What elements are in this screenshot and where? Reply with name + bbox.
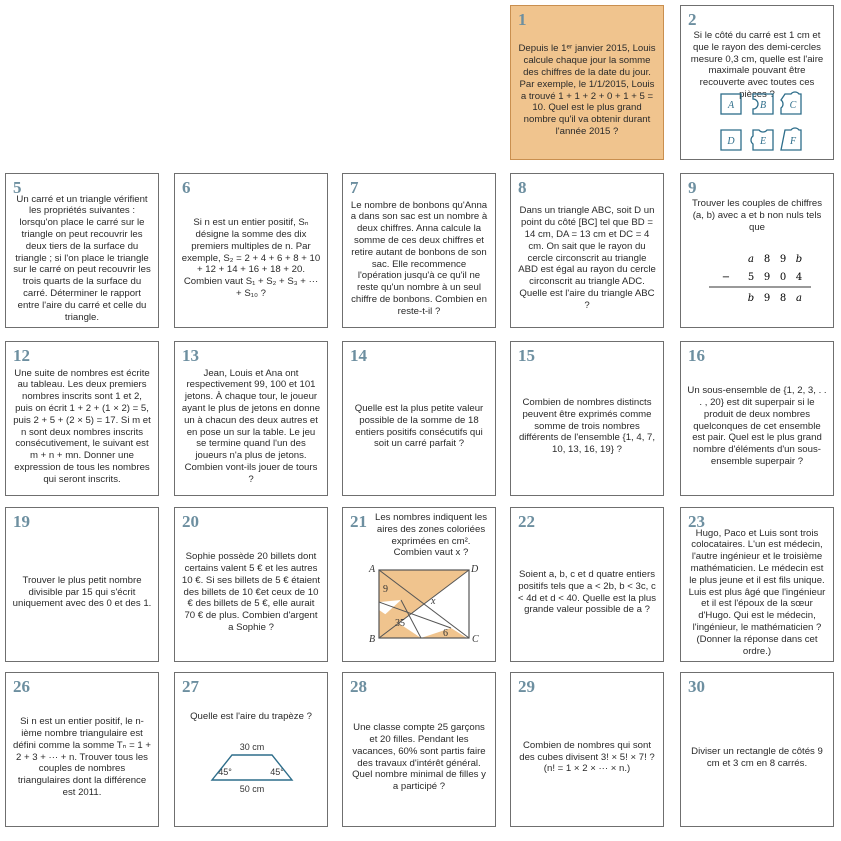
card-number: 30 [688,677,705,696]
card-16 [680,341,834,496]
card-text: Sophie possède 20 billets dont certains valent 5 € et les autres 10 €. Si ses billets de 5 € étaient des billets de 10 €et ceux de 10 € des billets de 5 €, elle aurait 70 € de plus. Combien d'argent a Sophie ? [181,551,321,633]
bottom-length: 50 cm [239,784,265,794]
card-number: 15 [518,346,535,365]
card-text: Un carré et un triangle vérifient les propriétés suivantes : lorsqu'on place le carré sur le triangle on peut recouvrir les deux tiers de la surface du triangle ; si l'on place le triangle sur le carré on peut recouvrir les trois quarts de la surface du carré. Déterminer le rapport entre l'aire du carré et celle du triangle. [13,193,151,323]
digit: a [796,293,802,304]
card-text: Les nombres indiquent les aires des zones coloriées exprimées en cm². Combien vaut x ? [375,512,487,559]
card-28 [342,672,496,827]
angle-label: 45° [270,767,284,777]
piece-label: C [789,100,797,111]
card-text: Trouver le plus petit nombre divisible par 15 qui s'écrit uniquement avec des 0 et des 1. [12,574,152,610]
card-number: 7 [350,178,359,197]
card-number: 9 [688,178,697,197]
card-19 [5,507,159,662]
card-text: Si le côté du carré est 1 cm et que le rayon des demi-cercles mesure 0,3 cm, quelle est l'aire maximale pouvant être recouverte avec toutes ces pièces ? [690,30,824,100]
card-30 [680,672,834,827]
card-number: 22 [518,512,535,531]
card-text: Le nombre de bonbons qu'Anna a dans son sac est un nombre à deux chiffres. Anna calcule la somme de ces deux chiffres et retire autant de bonbons de son sac. Elle recommence l'opération jusqu'à ce qu'il ne reste qu'un nombre à un seul chiffre de bonbons. Combien en reste-t-il ? [350,199,488,317]
card-number: 2 [688,10,697,29]
minus-sign: − [721,272,731,283]
puzzle-pieces-figure [681,86,835,158]
card-9 [680,173,834,328]
card-number: 6 [182,178,191,197]
card-8 [510,173,664,328]
vertex-label: B [369,634,376,645]
card-text: Un sous-ensemble de {1, 2, 3, . . . , 20} est dit superpair si le produit de deux nombres quelconques de cet ensemble est pair. Quel est le plus grand nombre d'éléments d'un sous-ensemble superpair ? [687,385,827,467]
digit: 9 [763,272,771,283]
card-5 [5,173,159,328]
card-text: Une suite de nombres est écrite au tableau. Les deux premiers nombres inscrits sont 1 et 2, puis on écrit 1 + 2 + (1 × 2) = 5, puis 2 + 5 + (2 × 5) = 17. Si m et n sont deux nombres inscrits consécutivement, le suivant est m + n + mn. Donner une expression de tous les nombres qui seront inscrits. [13,367,151,485]
top-length: 30 cm [239,742,265,752]
card-number: 8 [518,178,527,197]
digit: 8 [779,293,787,304]
card-22 [510,507,664,662]
piece-label: E [759,136,767,147]
card-21 [342,507,496,662]
card-text: Si n est un entier positif, le n-ième nombre triangulaire est défini comme la somme Tₙ = 1 + 2 + 3 + ··· + n. Trouver tous les couples de nombres triangulaires dont la différence est 2011. [12,716,151,798]
area-value: 35 [395,618,405,629]
card-text: Soient a, b, c et d quatre entiers positifs tels que a < 2b, b < 3c, c < 4d et d < 40. Quelle est la plus grande valeur possible de a ? [517,568,657,616]
unknown-x: x [431,596,436,607]
card-number: 26 [13,677,30,696]
piece-label: F [789,136,797,147]
card-text: Combien de nombres qui sont des cubes divisent 3! × 5! × 7! ? (n! = 1 × 2 × ··· × n.) [519,739,655,775]
vertex-label: A [369,564,376,575]
card-number: 28 [350,677,367,696]
card-number: 13 [182,346,199,365]
subtraction-figure [681,250,835,320]
card-number: 27 [182,677,199,696]
card-1 [510,5,664,160]
card-6 [174,173,328,328]
digit: b [795,254,803,265]
card-number: 29 [518,677,535,696]
card-number: 1 [518,10,527,29]
digit: 4 [795,272,803,283]
card-number: 21 [350,512,367,531]
card-number: 23 [688,512,705,531]
digit: 9 [763,293,771,304]
card-15 [510,341,664,496]
card-12 [5,341,159,496]
card-23 [680,507,834,662]
area-value: 9 [383,584,388,595]
card-14 [342,341,496,496]
card-2 [680,5,834,160]
area-value: 6 [443,628,448,639]
card-text: Hugo, Paco et Luis sont trois colocataires. L'un est médecin, l'autre ingénieur et le troisième mathématicien. Le médecin est le plus jeune et il est fils unique. Luis est plus âgé que l'ingénieur et il est l'époux de la sœur d'Hugo. Qui est le médecin, l'ingénieur, le mathématicien ? (Donner la réponse dans cet ordre.) [688,527,826,657]
card-text: Quelle est la plus petite valeur possible de la somme de 18 entiers positifs consécutifs qui soit un carré parfait ? [354,402,484,450]
card-text: Quelle est l'aire du trapèze ? [190,711,312,722]
digit: b [747,293,755,304]
card-number: 14 [350,346,367,365]
vertex-label: D [471,564,479,575]
card-13 [174,341,328,496]
card-number: 12 [13,346,30,365]
card-27 [174,672,328,827]
digit: a [748,254,754,265]
digit: 0 [779,272,787,283]
card-text: Trouver les couples de chiffres (a, b) avec a et b non nuls tels que [691,198,823,233]
card-text: Si n est un entier positif, Sₙ désigne la somme des dix premiers multiples de n. Par exemple, S₂ = 2 + 4 + 6 + 8 + 10 + 12 + 14 + 16 + 18 + 20. Combien vaut S₁ + S₂ + S₃ + ··· + S₁₀ ? [181,217,321,299]
card-7 [342,173,496,328]
card-text: Depuis le 1ᵉʳ janvier 2015, Louis calcule chaque jour la somme des chiffres de la date du jour. Par exemple, le 1/1/2015, Louis a trouvé 1 + 1 + 2 + 0 + 1 + 5 = 10. Quel est le plus grand nombre qu'il va obtenir durant l'année 2015 ? [518,43,656,137]
angle-label: 45° [218,767,232,777]
piece-label: B [759,100,767,111]
card-29 [510,672,664,827]
card-text: Dans un triangle ABC, soit D un point du côté [BC] tel que BD = 14 cm, DA = 13 cm et DC = 4 cm. On sait que le rayon du cercle circonscrit au triangle ABD est égal au rayon du cercle circonscrit au triangle ADC. Quelle est l'aire du triangle ABC ? [518,205,656,311]
card-number: 19 [13,512,30,531]
piece-label: D [727,136,735,147]
card-number: 5 [13,178,22,197]
card-text: Une classe compte 25 garçons et 20 filles. Pendant les vacances, 60% sont partis faire des travaux d'intérêt général. Quel nombre minimal de filles y a participé ? [352,722,486,793]
card-number: 16 [688,346,705,365]
vertex-label: C [472,634,479,645]
card-number: 20 [182,512,199,531]
trapezoid-figure [175,738,329,818]
digit: 5 [747,272,755,283]
piece-label: A [727,100,735,111]
card-text: Combien de nombres distincts peuvent être exprimés comme somme de trois nombres différents de l'ensemble {1, 4, 7, 10, 13, 16, 19} ? [518,397,656,456]
digit: 9 [779,254,787,265]
card-text: Jean, Louis et Ana ont respectivement 99, 100 et 101 jetons. À chaque tour, le joueur ayant le plus de jetons en donne un à chacun des deux autres et en pose un sur la table. Le jeu se termine quand l'un des joueurs n'a plus de jetons. Combien vont-ils jouer de tours ? [181,367,321,485]
card-text: Diviser un rectangle de côtés 9 cm et 3 cm en 8 carrés. [691,745,823,769]
card-20 [174,507,328,662]
card-26 [5,672,159,827]
triangle-areas-figure [343,560,497,660]
digit: 8 [763,254,771,265]
